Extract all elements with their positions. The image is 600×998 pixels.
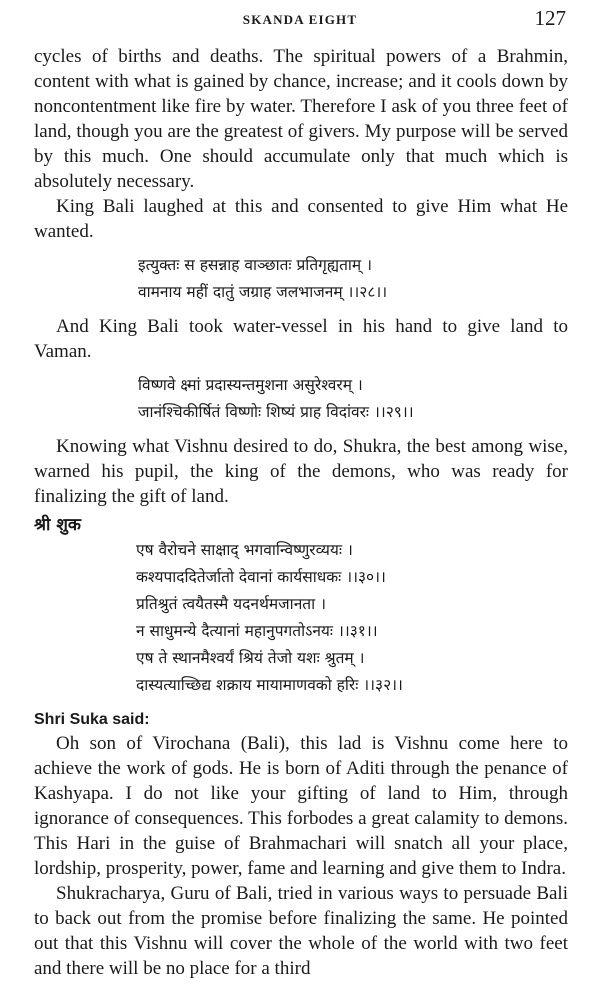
verse-line: न साधुमन्ये दैत्यानां महानुपगतोऽनयः ।।३१।।	[136, 622, 378, 640]
paragraph: Shukracharya, Guru of Bali, tried in various ways to persuade Bali to back out from the promise before finalizing the same. He pointed out that this Vishnu will cover the whole of the world with two feet and there will be no place for a third	[34, 883, 568, 979]
speaker-heading: Shri Suka said:	[34, 711, 150, 728]
sanskrit-verse-28	[34, 252, 568, 306]
speaker-heading-sanskrit: श्री शुक	[34, 515, 81, 535]
paragraph: Oh son of Virochana (Bali), this lad is Vishnu come here to achieve the work of gods. He is born of Aditi through the penance of Kashyapa. I do not like your gifting of land to Him, through ignorance of consequences. This forbodes a great calamity to demons. This Hari in the guise of Brahmachari will snatch all your place, lordship, prosperity, power, fame and learning and give them to Indra.	[34, 733, 568, 879]
paragraph: Knowing what Vishnu desired to do, Shukra, the best among wise, warned his pupil, the king of the demons, who was ready for finalizing the gift of land.	[34, 436, 568, 507]
verse-line: एष वैरोचने साक्षाद् भगवान्विष्णुरव्ययः ।	[136, 541, 353, 559]
page-header	[0, 6, 600, 36]
verse-line: वामनाय महीं दातुं जग्राह जलभाजनम् ।।२८।।	[138, 283, 388, 301]
page-number: 127	[534, 6, 566, 30]
sanskrit-verses-30-32	[34, 537, 568, 699]
paragraph: cycles of births and deaths. The spiritual powers of a Brahmin, content with what is gained by chance, increase; and it cools down by noncontentment like fire by water. Therefore I ask of you three feet of land, though you are the greatest of givers. My purpose will be served by this much. One should accumulate only that much which is absolutely necessary.	[34, 46, 568, 192]
paragraph: And King Bali took water-vessel in his hand to give land to Vaman.	[34, 316, 568, 362]
verse-line: कश्यपाददितेर्जातो देवानां कार्यसाधकः ।।३०।।	[136, 568, 386, 586]
sanskrit-verse-29	[34, 372, 568, 426]
verse-line: दास्यत्याच्छिद्य शक्राय मायामाणवको हरिः ।।३२।।	[136, 676, 403, 694]
verse-line: प्रतिश्रुतं त्वयैतस्मै यदनर्थमजानता ।	[136, 595, 326, 613]
verse-line: जानंश्चिकीर्षितं विष्णोः शिष्यं प्राह विदांवरः ।।२९।।	[138, 403, 414, 421]
running-head: SKANDA EIGHT	[242, 12, 358, 27]
paragraph: King Bali laughed at this and consented to give Him what He wanted.	[34, 196, 568, 242]
verse-line: इत्युक्तः स हसन्नाह वाञ्छातः प्रतिगृह्यताम् ।	[138, 256, 372, 274]
verse-line: विष्णवे क्ष्मां प्रदास्यन्तमुशना असुरेश्वरम् ।	[138, 376, 363, 394]
page-body	[34, 44, 568, 981]
verse-line: एष ते स्थानमैश्वर्यं श्रियं तेजो यशः श्रुतम् ।	[136, 649, 365, 667]
